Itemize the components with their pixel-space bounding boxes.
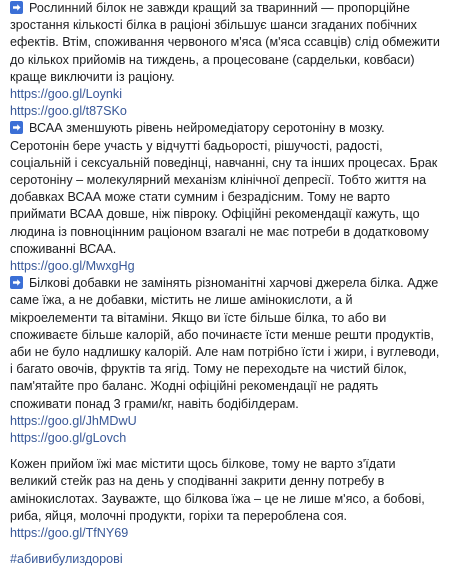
paragraph-text: ВСАА зменшують рівень нейромедіатору серотоніну в мозку. Серотонін бере участь у відчутті бадьорості, рішучості, радості, соціальній і сексуальній поведінці, навчанні, сну та інших процесах. Брак серотоніну – молекулярний механізм клінічної депресії. Тобто життя на добавках ВСАА може стати сумним і безрадісним. Тому не варто приймати ВСАА довше, ніж півроку. Офіційні рекомендації кажуть, що людина із повноцінним раціоном взагалі не має потреби в додатковому споживанні ВСАА. [10,121,438,256]
post-link[interactable]: https://goo.gl/JhMDwU [10,413,137,428]
paragraph-text: Рослинний білок не завжди кращий за тваринний — пропорційне зростання кількості білка в раціоні збільшує шанси згаданих побічних ефектів. Втім, споживання червоного м'яса (м'яса ссавців) слід обмежити до кількох прийомів на тиждень, а процесоване (сардельки, ковбаси) краще виключити із раціону. [10,1,440,84]
post-paragraph [10,120,442,258]
right-arrow-icon [10,276,23,289]
post-link[interactable]: https://goo.gl/MwxgHg [10,259,135,274]
spacer [10,542,442,551]
paragraph-text: Білкові добавки не замінять різноманітні харчові джерела білка. Адже саме їжа, а не добавки, містить не лише амінокислоти, а й мікроелементи та вітаміни. Якщо ви їсте більше білка, то або ви споживаєте більше калорій, або починаєте їсти менше решти продуктів, аби не було надлишку калорій. Але нам потрібно їсти і жири, і вуглеводи, і багато овочів, фруктів та ягід. Тому не переходьте на чистий білок, пам'ятайте про баланс. Жодні офіційні рекомендації не радять споживати понад 3 грами/кг, навіть бодібілдерам. [10,276,440,411]
post-link[interactable]: https://goo.gl/t87SKo [10,104,127,119]
post-link[interactable]: https://goo.gl/gLovch [10,431,127,446]
spacer [10,447,442,456]
hashtag-link[interactable]: #абивибулиздорові [10,552,123,567]
right-arrow-icon [10,121,23,134]
paragraph-text: Кожен прийом їжі має містити щось білкове, тому не варто з'їдати великий стейк раз на день у сподіванні закрити денну потребу в амінокислотах. Зауважте, що білкова їжа – це не лише м'ясо, а бобові, риба, яйця, молочні продукти, горіхи та перероблена соя. [10,457,425,523]
post-link[interactable]: https://goo.gl/Loynki [10,87,123,102]
post-paragraph [10,456,442,525]
post-link[interactable]: https://goo.gl/TfNY69 [10,526,129,541]
post-body [10,0,442,569]
post-paragraph [10,0,442,86]
right-arrow-icon [10,1,23,14]
post-paragraph [10,275,442,413]
